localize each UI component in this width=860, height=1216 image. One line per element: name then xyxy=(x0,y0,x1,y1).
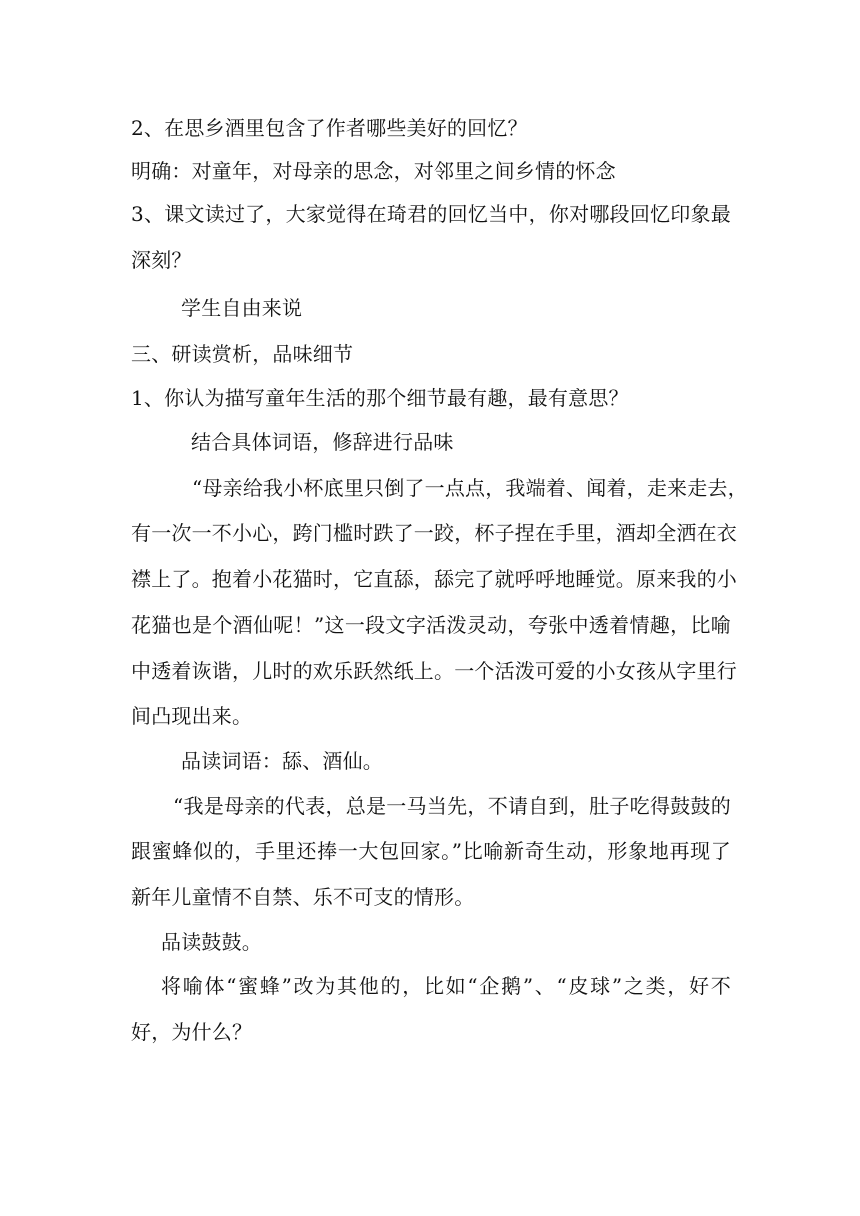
section-3-heading: 三、研读赏析，品味细节 xyxy=(131,342,354,366)
analysis-instruction: 结合具体词语，修辞进行品味 xyxy=(191,430,454,454)
quote-paragraph-line-3: 襟上了。抱着小花猫时，它直舔，舔完了就呼呼地睡觉。原来我的小 xyxy=(131,567,737,591)
discussion-question-line-2: 好，为什么？ xyxy=(131,1020,253,1044)
quote-paragraph-line-2: 有一次一不小心，跨门槛时跌了一跤，杯子捏在手里，酒却全洒在衣 xyxy=(131,521,737,545)
second-quote-line-1: “我是母亲的代表，总是一马当先，不请自到，肚子吃得鼓鼓的 xyxy=(173,794,731,818)
word-analysis-1: 品读词语：舔、酒仙。 xyxy=(181,749,383,773)
question-2: 2、在思乡酒里包含了作者哪些美好的回忆？ xyxy=(131,116,528,140)
question-3-line-1: 3、课文读过了，大家觉得在琦君的回忆当中，你对哪段回忆印象最 xyxy=(131,202,731,226)
quote-paragraph-line-1: “母亲给我小杯底里只倒了一点点，我端着、闻着，走来走去， xyxy=(192,476,748,500)
student-response-note: 学生自由来说 xyxy=(181,296,303,320)
question-1: 1、你认为描写童年生活的那个细节最有趣，最有意思？ xyxy=(131,386,629,410)
quote-paragraph-line-6: 间凸现出来。 xyxy=(131,704,253,728)
discussion-question-line-1: 将喻体“蜜蜂”改为其他的，比如“企鹅”、“皮球”之类，好不 xyxy=(161,974,731,998)
question-3-line-2: 深刻？ xyxy=(131,248,192,272)
answer-2: 明确：对童年，对母亲的思念，对邻里之间乡情的怀念 xyxy=(131,159,616,183)
word-analysis-2: 品读鼓鼓。 xyxy=(161,930,262,954)
second-quote-line-3: 新年儿童情不自禁、乐不可支的情形。 xyxy=(131,885,475,909)
quote-paragraph-line-5: 中透着诙谐，儿时的欢乐跃然纸上。一个活泼可爱的小女孩从字里行 xyxy=(131,659,737,683)
quote-paragraph-line-4: 花猫也是个酒仙呢！”这一段文字活泼灵动，夸张中透着情趣，比喻 xyxy=(131,613,731,637)
second-quote-line-2: 跟蜜蜂似的，手里还捧一大包回家。”比喻新奇生动，形象地再现了 xyxy=(131,839,731,863)
